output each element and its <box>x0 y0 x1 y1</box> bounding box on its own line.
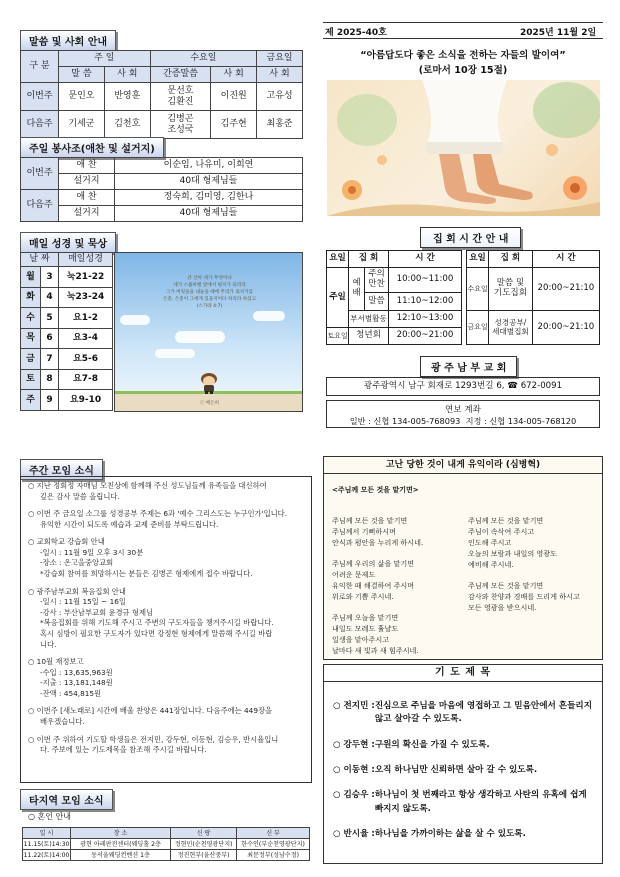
meeting-times-title: 집 회 시 간 안 내 <box>420 227 521 248</box>
stanza <box>332 613 467 657</box>
news-line: -일시 : 11월 15일 ~ 16일 <box>40 597 126 607</box>
sub-host: 사 회 <box>104 67 150 83</box>
lyric-line: 내일도 모레도 휼냘도 <box>332 623 399 633</box>
day-dow: 주 <box>21 390 41 411</box>
meeting-name: 성경공부/ 세대별집회 <box>489 311 533 345</box>
day-dow: 목 <box>21 328 41 349</box>
featured-verse-ref: (로마서 10장 15절) <box>418 65 508 76</box>
day-sunday: 주일 <box>327 268 349 328</box>
wedding-cell: 11.15(토)14:30 <box>23 840 70 848</box>
day-reading: 눅21-22 <box>59 267 113 288</box>
lyric-line: 감사와 찬양과 경배를 드리게 하시고 <box>468 591 580 601</box>
col-sunday: 주 일 <box>59 51 151 67</box>
header-rule-top <box>323 22 603 23</box>
wedding-notice-label: ○ 혼인 안내 <box>28 812 71 821</box>
prayer-text: 구원의 확신을 가질 수 있도록. <box>374 739 490 750</box>
lyric-line: 위로와 기쁨 주시네. <box>332 591 394 601</box>
lyric-line: 오늘의 보람과 내일의 영광도 <box>468 548 557 558</box>
sub-host3: 사 회 <box>257 67 303 83</box>
cell-wed-host: 김주현 <box>211 111 257 139</box>
news-line: ○ 지난 정회정 자매님 모친상에 함께해 주신 성도님들께 유족들을 대신하여 <box>28 481 267 490</box>
col-place: 장 소 <box>71 828 171 839</box>
day-date: 4 <box>41 287 59 308</box>
verse-line: 큰 산아 네가 무엇이냐 <box>187 276 232 281</box>
cloud <box>253 311 285 321</box>
word-service-title: 말씀 및 사회 안내 <box>20 30 116 51</box>
lyric-line: 주님께 우리의 삶을 맡기면 <box>332 558 415 568</box>
wedding-cell: 광현 아레판전센터(웨딩홀 2층 <box>71 839 171 850</box>
lyric-line: 주님께 모든 것을 맡기면 <box>468 516 544 525</box>
col-bride: 신 부 <box>237 828 310 839</box>
wedding-cell: 정현민(순천영광단지) <box>171 839 237 850</box>
day-reading: 요9-10 <box>59 390 113 411</box>
dish-label: 설거지 <box>59 174 115 190</box>
meeting-time: 11:10~12:00 <box>389 293 462 311</box>
day-date: 6 <box>41 328 59 349</box>
lyric-line: 유익한 때 해결하여 주시며 <box>332 580 415 590</box>
col-datetime: 일 시 <box>23 828 71 839</box>
news-line: -강사 : 부산남부교회 윤경규 형제님 <box>40 607 154 617</box>
wedding-table <box>22 827 310 861</box>
stanza <box>468 581 600 614</box>
day-dow: 토 <box>21 369 41 390</box>
prayer-title: 기 도 제 목 <box>323 664 603 682</box>
hymn-right-column <box>468 516 600 624</box>
day-saturday: 토요일 <box>327 328 349 345</box>
meeting-name: 말씀 <box>365 293 389 311</box>
news-line: -지출 : 13,181,148원 <box>40 678 113 688</box>
row-label: 다음주 <box>21 111 59 139</box>
col-groom: 신 랑 <box>171 828 237 839</box>
day-dow: 수 <box>21 308 41 329</box>
sub-host2: 사 회 <box>211 67 257 83</box>
news-line: -일시 : 11월 9일 오후 3시 30분 <box>40 547 144 557</box>
day-wednesday: 수요일 <box>467 268 489 311</box>
cloud <box>120 315 150 325</box>
meeting-name: 말씀 및 기도집회 <box>489 268 533 311</box>
verse-line: 은총, 은총이 그에게 있을지어다 하리라 하셨고 <box>162 297 257 303</box>
week-label: 이번주 <box>21 158 59 190</box>
dish-label: 설거지 <box>59 206 115 222</box>
cloud <box>175 331 225 343</box>
wedding-cell: 최문정부(성남수정) <box>237 850 310 861</box>
h-day: 요일 <box>467 251 489 268</box>
day-reading: 요7-8 <box>59 369 113 390</box>
news-line: *강습회 참여를 희망하시는 분들은 김병곤 형제에게 접수 바랍니다. <box>40 569 253 579</box>
lyric-line: 인도해 주시고 <box>468 537 512 547</box>
issue-number: 제 2025-40호 <box>325 28 387 38</box>
flower-illustration <box>327 80 600 216</box>
day-date: 9 <box>41 390 59 411</box>
meeting-times-right <box>466 250 600 345</box>
prayer-item <box>333 764 595 777</box>
verse-line: 그가 머릿돌을 내놓을 때에 무리가 외치기를 <box>165 290 254 296</box>
day-date: 3 <box>41 267 59 288</box>
prayer-name: ○ 반시율 : <box>333 828 375 839</box>
day-date: 7 <box>41 349 59 370</box>
volunteers-table <box>20 157 303 222</box>
cell-wed-sermon: 문선호 김환진 <box>150 83 211 111</box>
news-item <box>28 537 308 579</box>
prayer-item <box>333 700 595 727</box>
cell-fri-host: 고유성 <box>257 83 303 111</box>
news-line: -수입 : 13,635,963원 <box>40 667 113 677</box>
cartoon-character-icon <box>197 371 221 395</box>
lyric-line: 모든 영광을 받으시네. <box>468 602 537 612</box>
news-item <box>28 706 308 727</box>
meditation-verse <box>115 275 303 311</box>
news-line: ○ 이번주 [새노래로] 시간에 배울 찬양은 441장입니다. 다음주에는 449장을 <box>28 706 273 716</box>
news-line: ○ 이번 주 금요일 소그룹 성경공부 주제는 6과 '예수 그리스도는 누구인가'입니다. <box>28 509 288 519</box>
sub-mid-sermon: 간증말씀 <box>150 67 211 83</box>
news-item <box>28 481 308 502</box>
prayer-item <box>333 739 595 752</box>
other-news-title: 타지역 모임 소식 <box>20 789 113 810</box>
prayer-text: 오직 하나님만 신뢰하면 살아 갈 수 있도록. <box>374 764 538 775</box>
meal-names: 정숙희, 김미영, 김한나 <box>115 190 303 206</box>
prayer-list <box>333 700 595 853</box>
hymn-subtitle: <주님께 모든 것을 맡기면> <box>332 486 419 494</box>
prayer-name: ○ 김승우 : <box>333 790 375 801</box>
news-line: 깊은 감사 말씀 올립니다. <box>40 491 120 501</box>
account-title: 연보 계좌 <box>445 405 481 415</box>
news-line: -잔액 : 454,815원 <box>40 688 102 698</box>
col-reading: 매일성경 <box>59 253 113 267</box>
account-numbers: 일반 : 신협 134-005-768093 지정 : 신협 134-005-768120 <box>349 416 577 426</box>
stanza <box>332 559 467 603</box>
church-name: 광 주 남 부 교 회 <box>420 356 517 377</box>
daily-bible-table <box>20 252 113 411</box>
lyric-line: 주님께 모든 것을 맡기면 <box>332 516 408 525</box>
cloud <box>155 349 195 358</box>
news-line: 니다. <box>40 639 57 649</box>
day-reading: 눅23-24 <box>59 287 113 308</box>
lyric-line: 일생을 맡아주시고 <box>332 634 390 644</box>
cell-fri-host: 최홍준 <box>257 111 303 139</box>
cell-sun-host: 반영훈 <box>104 83 150 111</box>
card-credit: ⓒ 배은희 <box>200 401 219 406</box>
col-wednesday: 수요일 <box>150 51 256 67</box>
h-meeting: 집 회 <box>489 251 533 268</box>
wedding-cell: 11.22(토)14:00 <box>23 851 70 859</box>
week-label: 다음주 <box>21 190 59 222</box>
meeting-name: 주의 만찬 <box>365 268 389 293</box>
h-time: 시 간 <box>389 251 462 268</box>
h-day: 요일 <box>327 251 349 268</box>
meeting-time: 20:00~21:10 <box>532 268 599 311</box>
news-line: *복음집회를 위해 기도해 주시고 주변의 구도자들을 챙겨주시길 바랍니다. <box>40 618 274 628</box>
meeting-times-left <box>326 250 462 345</box>
row-label: 이번주 <box>21 83 59 111</box>
meeting-time: 12:10~13:00 <box>389 311 462 328</box>
cell-sun-sermon: 기세군 <box>59 111 105 139</box>
meeting-time: 20:00~21:10 <box>532 311 599 345</box>
h-time: 시 간 <box>532 251 599 268</box>
featured-verse-quote: “아름답도다 좋은 소식을 전하는 자들의 발이여” <box>360 50 566 61</box>
day-dow: 월 <box>21 267 41 288</box>
lyric-line: 어려운 문제도 <box>332 569 376 579</box>
prayer-item <box>333 789 595 816</box>
dish-names: 40대 형제님들 <box>115 206 303 222</box>
col-friday: 금요일 <box>257 51 303 67</box>
prayer-text: 하나님이 첫 번째라고 항상 생각하고 사탄의 유혹에 쉽게 빠지지 않도록. <box>374 790 587 814</box>
prayer-name: ○ 전지민 : <box>333 701 375 711</box>
news-item <box>28 509 308 530</box>
cell-sun-sermon: 문인오 <box>59 83 105 111</box>
feet-illustration-icon <box>327 80 600 216</box>
news-line: 다. 주보에 있는 기도제목을 참조해 주시길 바랍니다. <box>40 745 207 755</box>
volunteers-title: 주일 봉사조(애찬 및 설거지) <box>20 137 164 158</box>
meeting-time: 10:00~11:00 <box>389 268 462 293</box>
meeting-name: 청년회 <box>349 328 389 345</box>
worship-label: 예 배 <box>349 268 365 311</box>
prayer-name: ○ 이동현 : <box>333 764 375 775</box>
meditation-card <box>114 252 303 412</box>
issue-date: 2025년 11월 2일 <box>520 28 597 38</box>
prayer-item <box>333 828 595 841</box>
cell-wed-sermon: 김병곤 조성국 <box>150 111 211 139</box>
col-day: 날 짜 <box>21 253 59 267</box>
stanza <box>332 516 467 549</box>
meal-names: 이순임, 나유미, 이희연 <box>115 158 303 174</box>
h-meeting: 집 회 <box>349 251 389 268</box>
wedding-cell: 동서울웨딩컨벤션 1층 <box>71 850 171 861</box>
hymn-left-column <box>332 516 467 667</box>
lyric-line: 주님께서 기뻐하시며 <box>332 526 396 536</box>
lyric-line: 안식과 평안을 누리게 하시네. <box>332 537 424 547</box>
meal-label: 애 찬 <box>59 158 115 174</box>
wedding-cell: 한수인(부순천영광단지) <box>237 839 310 850</box>
news-line: ○ 교회학교 강습회 안내 <box>28 537 105 547</box>
weekly-news-list <box>28 481 308 763</box>
news-item <box>28 735 308 756</box>
word-service-table <box>20 50 303 139</box>
day-reading: 요5-6 <box>59 349 113 370</box>
meal-label: 애 찬 <box>59 190 115 206</box>
news-item <box>28 657 308 699</box>
cell-sun-host: 김천호 <box>104 111 150 139</box>
news-line: ○ 10월 재정보고 <box>28 657 84 667</box>
prayer-text: 하나님을 가까이하는 삶을 살 수 있도록. <box>374 828 526 839</box>
church-address: 광주광역시 남구 회재로 1293번길 6, ☎ 672-0091 <box>326 377 600 396</box>
lyric-line: 주님께 모든 것을 맡기면 <box>468 580 544 590</box>
meeting-time: 20:00~21:00 <box>389 328 462 345</box>
news-line: 배우겠습니다. <box>40 716 85 726</box>
hymn-title: 고난 당한 것이 내게 유익이라 (심병혁) <box>323 456 603 474</box>
weekly-news-title: 주간 모임 소식 <box>20 459 103 480</box>
lyric-line: 날마다 새 빛과 새 힘주시네. <box>332 645 419 655</box>
account-box <box>326 400 600 428</box>
day-dow: 금 <box>21 349 41 370</box>
meeting-name: 부서별활동 <box>349 311 389 328</box>
prayer-text: 진심으로 주님을 마음에 영접하고 그 믿음안에서 흔들리지 않고 살아갈 수 있도록. <box>374 701 593 725</box>
cell-wed-host: 이진원 <box>211 83 257 111</box>
news-line: 혹시 심방이 필요한 구도자가 있다면 강정현 형제에게 말씀해 주시길 바랍 <box>40 628 273 638</box>
wedding-cell: 정진현부(울산중부) <box>171 850 237 861</box>
dish-names: 40대 형제님들 <box>115 174 303 190</box>
col-division: 구 분 <box>21 51 59 83</box>
day-friday: 금요일 <box>467 311 489 345</box>
stanza <box>468 516 600 571</box>
header-rule-bottom <box>323 38 603 39</box>
daily-bible-title: 매일 성경 및 묵상 <box>20 232 116 253</box>
lyric-line: 주님께 오늘을 맡기면 <box>332 612 399 622</box>
verse-line: (스가랴 4:7) <box>196 304 223 310</box>
sub-sermon: 말 씀 <box>59 67 105 83</box>
day-date: 5 <box>41 308 59 329</box>
day-dow: 화 <box>21 287 41 308</box>
news-line: ○ 광주남부교회 복음집회 안내 <box>28 586 126 596</box>
verse-line: 네가 스룹바벨 앞에서 평지가 되리라 <box>173 283 246 289</box>
news-line: 유익한 시간이 되도록 예습과 교제 준비를 부탁드립니다. <box>40 519 219 529</box>
news-line: ○ 이번 주 위하여 기도할 학생들은 전지민, 강두현, 이동현, 김승우, 반시율입니 <box>28 734 279 744</box>
day-reading: 요3-4 <box>59 328 113 349</box>
day-reading: 요1-2 <box>59 308 113 329</box>
lyric-line: 주님이 속삭여 주시고 <box>468 526 535 536</box>
lyric-line: 예비해 주시네. <box>468 559 514 569</box>
news-item <box>28 587 308 650</box>
prayer-name: ○ 강두현 : <box>333 739 375 750</box>
day-date: 8 <box>41 369 59 390</box>
news-line: -장소 : 온고을중앙교회 <box>40 558 114 568</box>
